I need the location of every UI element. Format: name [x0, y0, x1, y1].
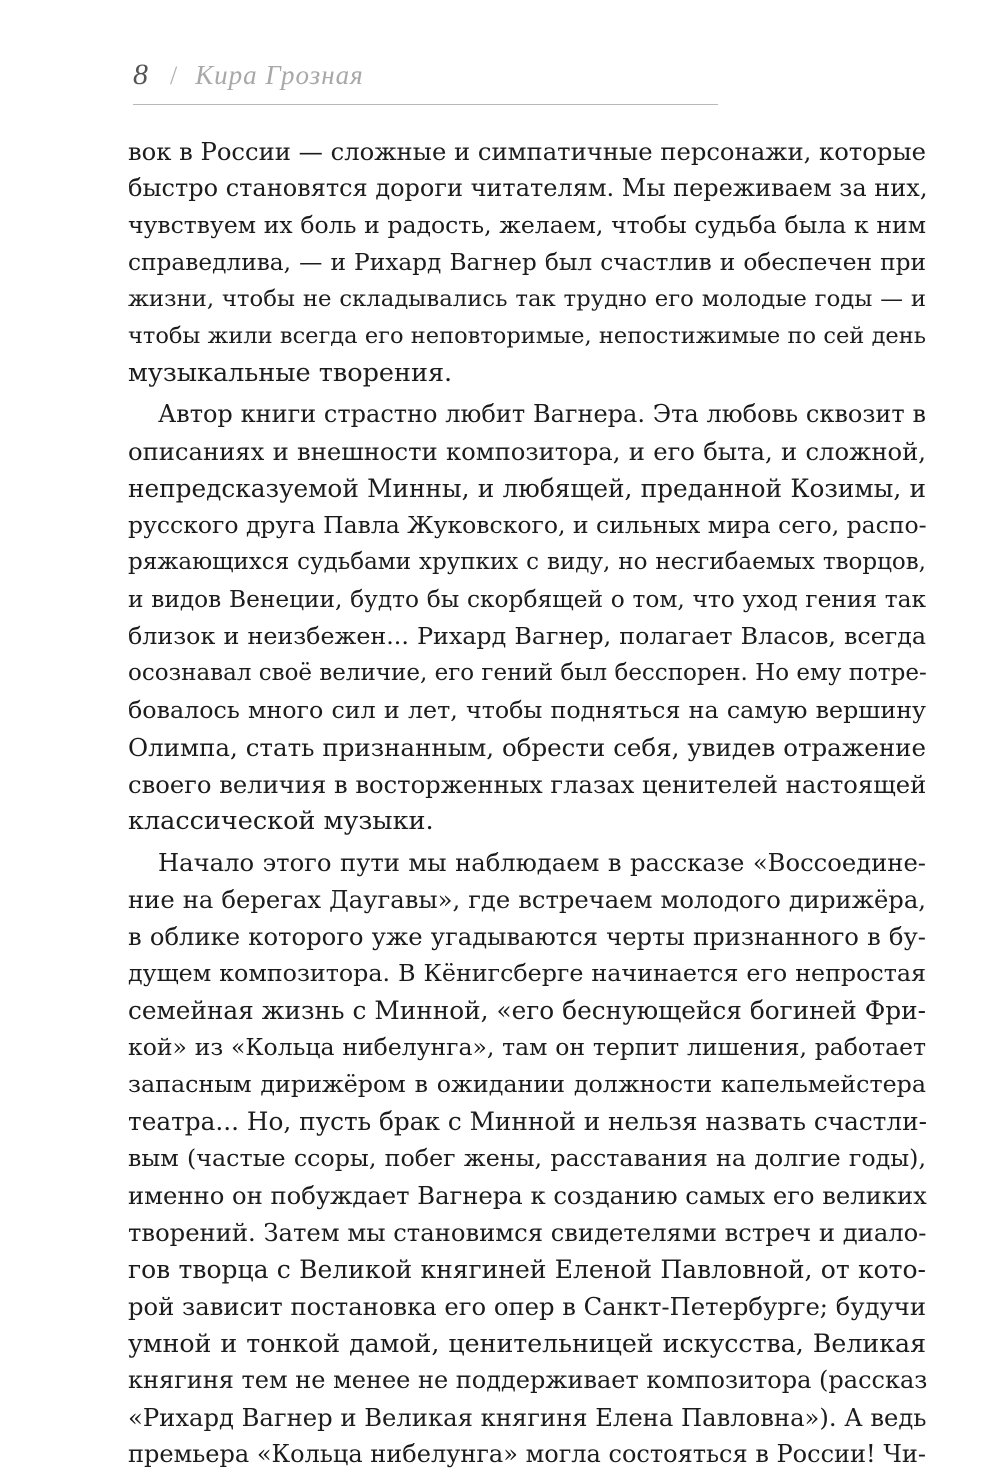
- text-line: гов творца с Великой княгиней Еленой Павловной, от кото-: [128, 1255, 926, 1284]
- text-line: русского друга Павла Жуковского, и сильных мира сего, распо-: [128, 511, 927, 539]
- text-line: княгиня тем не менее не поддерживает композитора (рассказ: [128, 1366, 928, 1394]
- text-line: ние на берегах Даугавы», где встречаем молодого дирижёра,: [128, 885, 926, 914]
- text-line: близок и неизбежен... Рихард Вагнер, полагает Власов, всегда: [128, 622, 926, 650]
- header-separator: /: [170, 61, 178, 90]
- text-line: вым (частые ссоры, побег жены, расставания на долгие годы),: [128, 1144, 926, 1172]
- text-line: быстро становятся дороги читателям. Мы переживаем за них,: [128, 174, 928, 202]
- text-line: Олимпа, стать признанным, обрести себя, увидев отражение: [128, 733, 926, 762]
- text-line: вок в России — сложные и симпатичные персонажи, которые: [128, 137, 926, 166]
- text-line: осознавал своё величие, его гений был бесспорен. Но ему потре-: [128, 660, 927, 686]
- text-line: умной и тонкой дамой, ценительницей искусства, Великая: [128, 1329, 926, 1358]
- text-line: классической музыки.: [128, 806, 434, 836]
- text-line: творений. Затем мы становимся свидетелями встреч и диало-: [128, 1218, 927, 1247]
- text-line: именно он побуждает Вагнера к созданию самых его великих: [128, 1181, 927, 1210]
- text-line: ряжающихся судьбами хрупких с виду, но несгибаемых творцов,: [128, 549, 926, 575]
- text-line: своего величия в восторженных глазах ценителей настоящей: [128, 770, 927, 799]
- text-line: в облике которого уже угадываются черты признанного в бу-: [128, 922, 926, 951]
- text-line: театра... Но, пусть брак с Минной и нельзя назвать счастли-: [128, 1107, 927, 1136]
- text-line: «Рихард Вагнер и Великая княгиня Елена Павловна»). А ведь: [128, 1403, 927, 1432]
- text-line: бовалось много сил и лет, чтобы подняться на самую вершину: [128, 696, 926, 724]
- text-line: премьера «Кольца нибелунга» могла состояться в России! Чи-: [128, 1440, 926, 1468]
- paragraph-2: [128, 396, 926, 840]
- text-line: семейная жизнь с Минной, «его беснующейся богиней Фри-: [128, 996, 926, 1025]
- text-line: описаниях и внешности композитора, и его быта, и сложной,: [128, 437, 926, 466]
- text-line: чтобы жили всегда его неповторимые, непостижимые по сей день: [128, 323, 926, 349]
- text-line: музыкальные творения.: [128, 358, 453, 388]
- text-line: Автор книги страстно любит Вагнера. Эта любовь сквозит в: [158, 400, 926, 428]
- text-line: кой» из «Кольца нибелунга», там он терпит лишения, работает: [128, 1033, 926, 1061]
- text-line: справедлива, — и Рихард Вагнер был счастлив и обеспечен при: [128, 249, 926, 276]
- text-line: рой зависит постановка его опер в Санкт-Петербурге; будучи: [128, 1292, 926, 1321]
- text-line: непредсказуемой Минны, и любящей, преданной Козимы, и: [128, 474, 926, 503]
- text-line: и видов Венеции, будто бы скорбящей о том, что уход гения так: [128, 586, 926, 613]
- text-line: дущем композитора. В Кёнигсберге начинается его непростая: [128, 959, 926, 987]
- text-line: чувствуем их боль и радость, желаем, чтобы судьба была к ним: [128, 211, 926, 239]
- running-header: [133, 58, 364, 94]
- paragraph-1: [128, 133, 926, 392]
- text-line: запасным дирижёром в ожидании должности капельмейстера: [128, 1070, 926, 1098]
- page-number: 8: [133, 58, 148, 91]
- text-line: жизни, чтобы не складывались так трудно его молодые годы — и: [128, 286, 926, 312]
- header-rule: [133, 104, 718, 105]
- running-head-author: Кира Грозная: [195, 60, 364, 90]
- paragraph-3: [128, 844, 926, 1473]
- text-line: Начало этого пути мы наблюдаем в рассказе «Воссоедине-: [158, 848, 926, 877]
- body-text: [128, 133, 926, 1473]
